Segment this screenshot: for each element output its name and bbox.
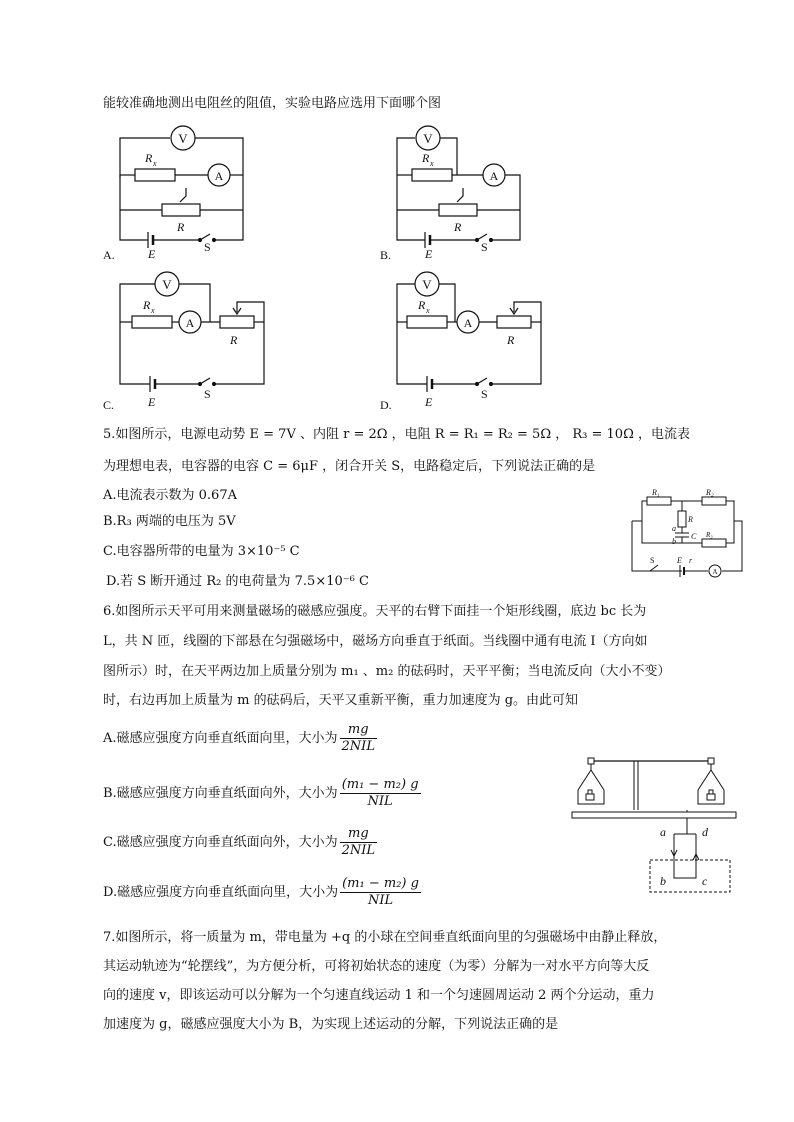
ammeter-label-b: A (489, 169, 499, 183)
q7-line-1: 7.如图所示，将一质量为 m，带电量为 +q 的小球在空间垂直纸面向里的匀强磁场中由静止释放， (103, 930, 667, 945)
switch-label-a: S (204, 240, 211, 254)
q5-fig-e: E (677, 556, 682, 565)
q6-option-c-den: 2NIL (341, 843, 376, 858)
q7-line-2: 其运动轨迹为“轮摆线”，为方便分析，可将初始状态的速度（为零）分解为一对水平方向等大反 (103, 959, 650, 974)
q6-balance-figure (570, 752, 740, 897)
option-label-a: A. (103, 248, 115, 262)
switch-label-c: S (204, 387, 211, 401)
q5-line-1: 5.如图所示，电源电动势 E = 7V 、内阻 r = 2Ω ，电阻 R = R₁ = R₂ = 5Ω ， R₃ = 10Ω ，电流表 (103, 427, 690, 442)
q6-fig-b: b (660, 874, 666, 888)
q6-option-d (103, 876, 421, 909)
q5-fig-r: R (688, 515, 693, 524)
switch-label-d: S (481, 387, 488, 401)
rx-sub-d: x (426, 306, 430, 315)
circuit-figure-d (377, 268, 557, 413)
rx-sub-a: x (153, 159, 157, 168)
voltmeter-label-d: V (422, 277, 432, 292)
option-label-d: D. (380, 398, 392, 412)
q6-option-b (103, 777, 421, 810)
q6-option-c-num: mg (340, 826, 377, 843)
ammeter-label-a: A (214, 169, 224, 183)
q7-line-4: 加速度为 g，磁感应强度大小为 B，为实现上述运动的分解，下列说法正确的是 (103, 1017, 559, 1032)
q6-option-d-num: (m₁ − m₂) g (342, 876, 419, 891)
rheostat-label-c: R (230, 333, 238, 347)
switch-label-b: S (481, 240, 488, 254)
q6-fig-c: c (702, 874, 708, 888)
emf-label-c: E (148, 395, 156, 409)
q5-fig-b: b (672, 537, 676, 546)
q5-fig-r-internal: r (689, 556, 693, 565)
q6-option-a-num: mg (340, 722, 377, 739)
emf-label-d: E (425, 395, 433, 409)
q6-option-b-den: NIL (367, 794, 393, 809)
q6-option-a-den: 2NIL (341, 739, 375, 754)
q6-option-c (103, 826, 377, 859)
rx-label-d: R (418, 298, 426, 312)
circuit-figure-b (377, 118, 557, 263)
rheostat-label-a: R (177, 220, 185, 234)
q5-option-c: C.电容器所带的电量为 3×10⁻⁵ C (103, 544, 300, 559)
option-label-b: B. (380, 248, 392, 262)
q6-option-d-den: NIL (367, 893, 394, 908)
q6-line-1: 6.如图所示天平可用来测量磁场的磁感应强度。天平的右臂下面挂一个矩形线圈，底边 bc 长为 (103, 604, 647, 619)
emf-label-b: E (425, 247, 433, 261)
q5-fig-ammeter: A (712, 568, 718, 576)
rx-label-a: R (145, 151, 153, 165)
ammeter-label-c: A (185, 316, 195, 330)
q5-line-2: 为理想电表，电容器的电容 C = 6μF ，闭合开关 S，电路稳定后，下列说法正确的是 (103, 459, 596, 474)
q5-fig-r3: R₃ (706, 531, 713, 539)
q5-option-b: B.R₃ 两端的电压为 5V (103, 514, 236, 529)
q5-fig-r2: R₂ (706, 488, 714, 497)
q5-fig-r1: R₁ (652, 488, 660, 497)
q6-option-a (103, 722, 377, 755)
q5-option-d: D.若 S 断开通过 R₂ 的电荷量为 7.5×10⁻⁶ C (106, 574, 369, 589)
q6-line-4: 时，右边再加上质量为 m 的砝码后，天平又重新平衡，重力加速度为 g。由此可知 (103, 693, 579, 708)
q6-line-2: L，共 N 匝，线圈的下部悬在匀强磁场中，磁场方向垂直于纸面。当线圈中通有电流 I（方向如 (103, 634, 648, 649)
q5-option-a: A.电流表示数为 0.67A (103, 488, 237, 503)
option-label-c: C. (103, 398, 115, 412)
circuit-figure-c (100, 268, 280, 413)
emf-label-a: E (148, 247, 156, 261)
rx-sub-b: x (430, 159, 434, 168)
q6-option-d-text: D.磁感应强度方向垂直纸面向里，大小为 (103, 885, 339, 900)
rheostat-label-d: R (507, 333, 515, 347)
q6-fig-d: d (702, 825, 708, 839)
rx-label-b: R (422, 151, 430, 165)
q6-option-b-num: (m₁ − m₂) g (341, 777, 419, 792)
q6-line-3: 图所示）时，在天平两边加上质量分别为 m₁ 、m₂ 的砝码时，天平平衡；当电流反向（大小不变） (103, 664, 671, 679)
voltmeter-label-a: V (178, 131, 188, 146)
rheostat-label-b: R (454, 220, 462, 234)
q5-fig-a: a (672, 524, 676, 533)
intro-text: 能较准确地测出电阻丝的阻值，实验电路应选用下面哪个图 (103, 96, 442, 111)
q5-circuit-figure (622, 483, 747, 578)
q6-fig-a: a (660, 825, 666, 839)
q5-fig-c: C (691, 532, 697, 541)
q6-option-a-text: A.磁感应强度方向垂直纸面向里，大小为 (103, 731, 338, 746)
voltmeter-label-b: V (423, 131, 433, 146)
circuit-figure-a (100, 118, 280, 263)
voltmeter-label-c: V (162, 277, 172, 292)
rx-label-c: R (143, 298, 151, 312)
q6-option-b-text: B.磁感应强度方向垂直纸面向外，大小为 (103, 786, 338, 801)
q5-fig-s: S (650, 556, 655, 565)
q6-option-c-text: C.磁感应强度方向垂直纸面向外，大小为 (103, 835, 338, 850)
q7-line-3: 向的速度 v，即该运动可以分解为一个匀速直线运动 1 和一个匀速圆周运动 2 两个分运动，重力 (103, 988, 655, 1003)
ammeter-label-d: A (463, 316, 473, 330)
rx-sub-c: x (151, 306, 155, 315)
